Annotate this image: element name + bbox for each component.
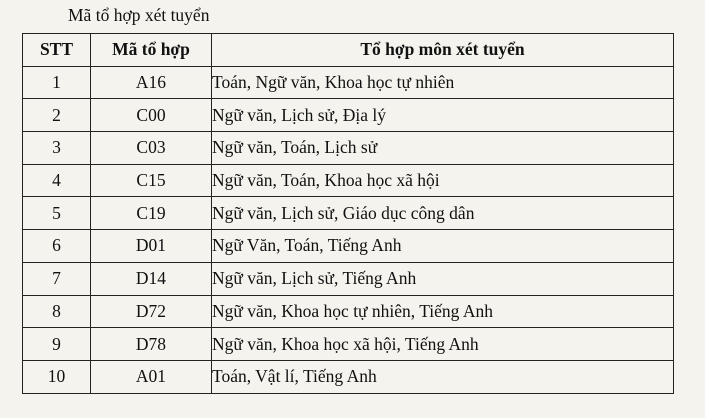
cell-subjects: Toán, Vật lí, Tiếng Anh bbox=[212, 360, 674, 393]
cell-combination-code: C15 bbox=[91, 164, 212, 197]
table-caption: Mã tổ hợp xét tuyển bbox=[68, 5, 210, 25]
cell-stt: 2 bbox=[23, 99, 91, 132]
cell-combination-code: D78 bbox=[91, 328, 212, 361]
table-row bbox=[23, 230, 674, 263]
table-row bbox=[23, 295, 674, 328]
cell-stt: 7 bbox=[23, 262, 91, 295]
cell-combination-code: C00 bbox=[91, 99, 212, 132]
cell-stt: 9 bbox=[23, 328, 91, 361]
cell-subjects: Ngữ văn, Toán, Lịch sử bbox=[212, 132, 674, 165]
cell-subjects: Ngữ văn, Khoa học xã hội, Tiếng Anh bbox=[212, 328, 674, 361]
cell-combination-code: C19 bbox=[91, 197, 212, 230]
table-row bbox=[23, 328, 674, 361]
cell-subjects: Ngữ văn, Lịch sử, Tiếng Anh bbox=[212, 262, 674, 295]
subject-combination-table bbox=[22, 33, 674, 394]
cell-subjects: Ngữ văn, Lịch sử, Giáo dục công dân bbox=[212, 197, 674, 230]
table-row bbox=[23, 66, 674, 99]
cell-combination-code: C03 bbox=[91, 132, 212, 165]
cell-subjects: Ngữ văn, Lịch sử, Địa lý bbox=[212, 99, 674, 132]
cell-stt: 4 bbox=[23, 164, 91, 197]
header-subject-combination: Tổ hợp môn xét tuyển bbox=[212, 34, 674, 67]
cell-stt: 5 bbox=[23, 197, 91, 230]
table-row bbox=[23, 99, 674, 132]
table-row bbox=[23, 360, 674, 393]
table-row bbox=[23, 132, 674, 165]
header-stt: STT bbox=[23, 34, 91, 67]
table-header-row bbox=[23, 34, 674, 67]
cell-stt: 3 bbox=[23, 132, 91, 165]
table-row bbox=[23, 164, 674, 197]
cell-stt: 8 bbox=[23, 295, 91, 328]
cell-combination-code: A16 bbox=[91, 66, 212, 99]
cell-stt: 6 bbox=[23, 230, 91, 263]
table-row bbox=[23, 197, 674, 230]
cell-subjects: Ngữ văn, Khoa học tự nhiên, Tiếng Anh bbox=[212, 295, 674, 328]
cell-stt: 10 bbox=[23, 360, 91, 393]
cell-combination-code: D01 bbox=[91, 230, 212, 263]
header-combination-code: Mã tổ hợp bbox=[91, 34, 212, 67]
table-row bbox=[23, 262, 674, 295]
cell-combination-code: A01 bbox=[91, 360, 212, 393]
cell-combination-code: D14 bbox=[91, 262, 212, 295]
cell-combination-code: D72 bbox=[91, 295, 212, 328]
cell-subjects: Ngữ văn, Toán, Khoa học xã hội bbox=[212, 164, 674, 197]
cell-subjects: Toán, Ngữ văn, Khoa học tự nhiên bbox=[212, 66, 674, 99]
cell-stt: 1 bbox=[23, 66, 91, 99]
cell-subjects: Ngữ Văn, Toán, Tiếng Anh bbox=[212, 230, 674, 263]
